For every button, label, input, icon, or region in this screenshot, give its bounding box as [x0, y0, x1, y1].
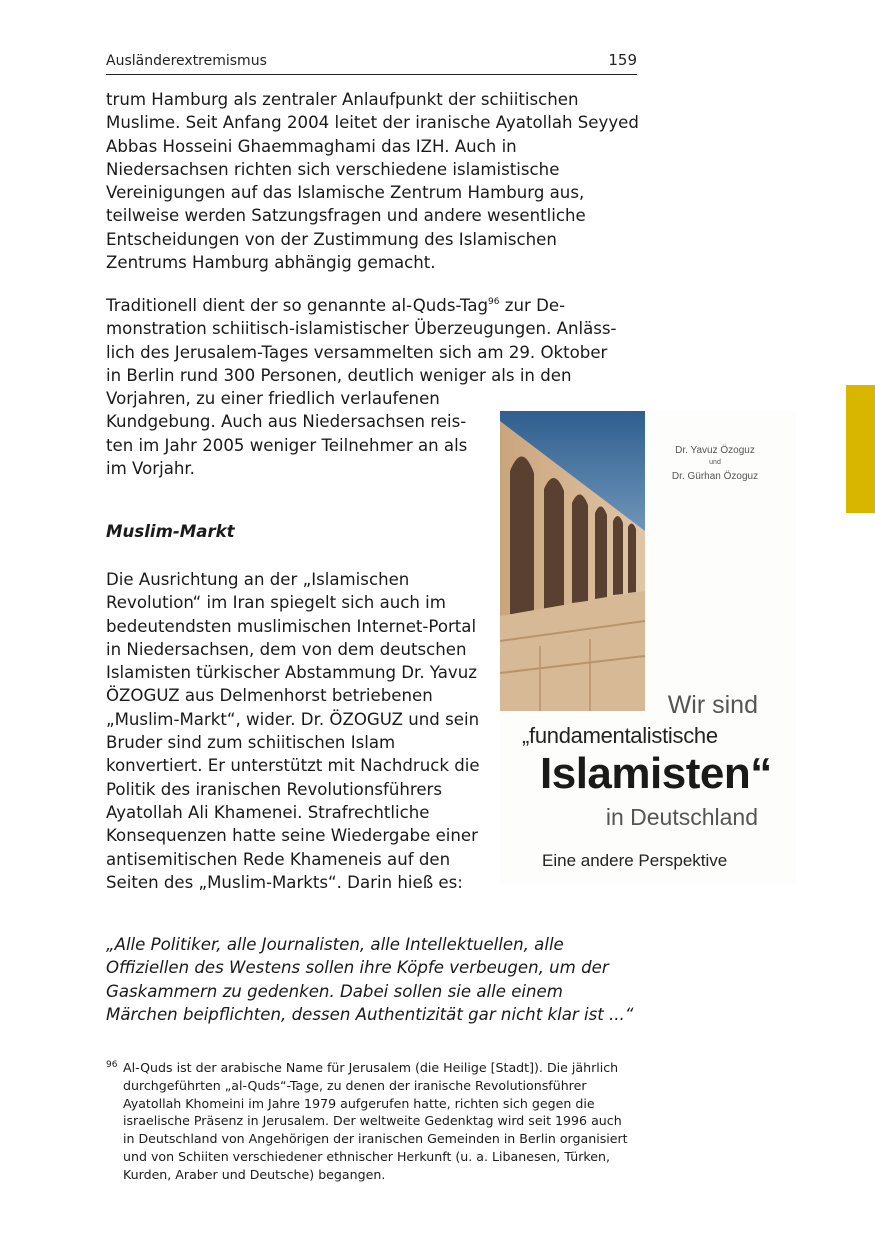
cover-title-line-2: „fundamentalistische: [522, 723, 718, 748]
running-header: [106, 50, 637, 75]
paragraph-2-line-8: im Vorjahr.: [106, 459, 195, 479]
footnote-reference: 96: [488, 297, 500, 307]
cover-photo-bridge: [500, 411, 796, 711]
paragraph-2-line-6: Kundgebung. Auch aus Niedersachsen reis-: [106, 412, 467, 432]
paragraph-2-line-3: lich des Jerusalem-Tages versammelten sich am 29. Oktober: [106, 342, 608, 362]
cover-title-line-4: in Deutschland: [605, 804, 758, 830]
book-cover-image: [500, 411, 796, 884]
cover-title-line-1: Wir sind: [667, 691, 758, 719]
footnote: [106, 1059, 636, 1184]
section-heading: Muslim-Markt: [106, 522, 235, 541]
paragraph-2-line-5: Vorjahren, zu einer friedlich verlaufenen: [106, 389, 440, 409]
footnote-text: Al-Quds ist der arabische Name für Jerusalem (die Heilige [Stadt]). Die jährlich durchgeführten „al-Quds“-Tage, zu denen der iranische Revolutionsführer Ayatollah Khomeini im Jahre 1979 aufgerufen hatte, richten sich gegen die israelische Präsenz in Jerusalem. Der weltweite Gedenktag wird seit 1996 auch in Deutschland von Angehörigen der iranischen Gemeinden in Berlin organisiert und von Schiiten verschiedener ethnischer Herkunft (u. a. Libanesen, Türken, Kurden, Araber und Deutsche) begangen.: [123, 1060, 628, 1182]
paragraph-2-text: zur De-: [499, 296, 566, 315]
cover-title-line-3: Islamisten“: [540, 749, 772, 798]
cover-author-1: Dr. Yavuz Özoguz: [675, 445, 755, 456]
cover-subtitle: Eine andere Perspektive: [542, 851, 728, 870]
paragraph-2-line-7: ten im Jahr 2005 weniger Teilnehmer an als: [106, 435, 468, 455]
paragraph-3: Die Ausrichtung an der „Islamischen Revolution“ im Iran spiegelt sich auch im bedeutendsten muslimischen Internet-Portal in Niedersachsen, dem von dem deutschen Islamisten türkischer Abstammung Dr. Yavuz ÖZOGUZ aus Delmenhorst betriebenen „Muslim-Markt“, wider. Dr. ÖZOGUZ und sein Bruder sind zum schiitischen Islam konvertiert. Er unterstützt mit Nachdruck die Politik des iranischen Revolutionsführers Ayatollah Ali Khamenei. Strafrechtliche Konsequenzen hatte seine Wiedergabe einer antisemitischen Rede Khameneis auf den Seiten des „Muslim-Markts“. Darin hieß es:: [106, 570, 480, 892]
header-title: Ausländerextremismus: [106, 53, 267, 69]
paragraph-2-text: Traditionell dient der so genannte al-Quds-Tag: [106, 296, 489, 315]
paragraph-2-line-4: in Berlin rund 300 Personen, deutlich weniger als in den: [106, 365, 572, 385]
paragraph-1: trum Hamburg als zentraler Anlaufpunkt der schiitischen Muslime. Seit Anfang 2004 leitet der iranische Ayatollah Seyyed Abbas Hosseini Ghaemmaghami das IZH. Auch in Niedersachsen richten sich verschiedene islamistische Vereinigungen auf das Islamische Zentrum Hamburg aus, teilweise werden Satzungsfragen und andere wesentliche Entscheidungen von der Zustimmung des Islamischen Zentrums Hamburg abhängig gemacht.: [106, 90, 639, 273]
paragraph-2-line-1: [106, 294, 640, 317]
chapter-tab-marker: [846, 385, 875, 513]
cover-author-connector: und: [709, 459, 721, 466]
block-quote: „Alle Politiker, alle Journalisten, alle Intellektuellen, alle Offiziellen des Westens sollen ihre Köpfe verbeugen, um der Gaskammern zu gedenken. Dabei sollen sie alle einem Märchen beipflichten, dessen Authentizität gar nicht klar ist ...“: [106, 935, 634, 1024]
page-number: 159: [608, 51, 637, 69]
cover-author-2: Dr. Gürhan Özoguz: [671, 471, 759, 482]
footnote-number: 96: [106, 1060, 118, 1070]
paragraph-2-line-2: monstration schiitisch-islamistischer Überzeugungen. Anläss-: [106, 319, 617, 339]
